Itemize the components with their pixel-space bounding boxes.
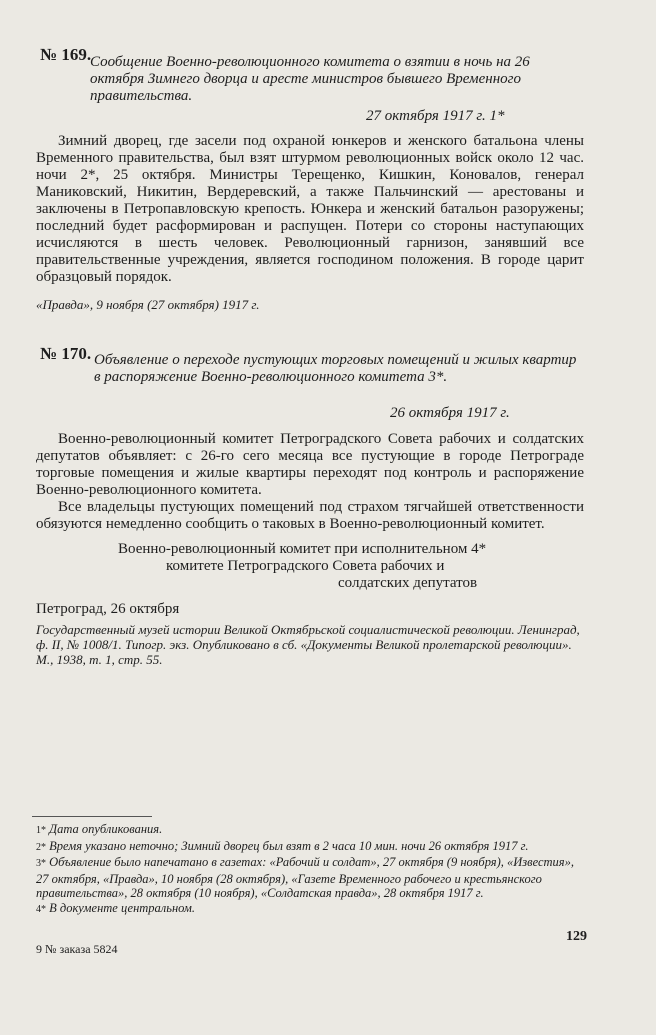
page-number: 129 [566,929,587,944]
doc169-number: № 169. [40,45,92,64]
doc170-signature [118,541,558,592]
doc170-body [36,431,584,533]
footnote-1-mark: 1* [36,825,46,836]
signature-line-2: комитете Петроградского Совета рабочих и [166,558,445,574]
footnote-3-mark: 3* [36,858,46,869]
footnote-4 [36,901,584,918]
signature-line-1: Военно-революционный комитет при исполнительном 4* [118,541,487,557]
doc169-source: «Правда», 9 ноября (27 октября) 1917 г. [36,297,260,312]
doc170-place-date: Петроград, 26 октября [36,601,180,617]
signature-line-3: солдатских депутатов [338,575,478,591]
doc169-title: Сообщение Военно-революционного комитета о взятии в ночь на 26 октября Зимнего дворца и аресте министров бывшего Временного правительства. [90,54,530,104]
footnote-1 [36,822,584,839]
doc169-date: 27 октября 1917 г. 1* [366,108,505,124]
footer-order-number: 9 № заказа 5824 [36,942,118,956]
doc170-paragraph-1: Военно-революционный комитет Петроградского Совета рабочих и солдатских депутатов объявляет: с 26-го сего месяца все пустующие в городе Петрограде торговые помещения и жилые квартиры переходят под контроль и распоряжение Военно-революционного комитета. [36,431,584,498]
footnote-4-text: В документе центральном. [49,900,196,915]
footnote-2-text: Время указано неточно; Зимний дворец был взят в 2 часа 10 мин. ночи 26 октября 1917 г. [49,838,529,853]
footnote-2 [36,839,584,856]
doc170-archive: Государственный музей истории Великой Октябрьской социалистической революции. Ленинград, ф. II, № 1008/1. Типогр. экз. Опубликовано в сб. «Документы Великой пролетарской революции». М., 1938, т. 1, стр. 55. [36,622,580,667]
footnotes [36,822,584,917]
footnote-separator [32,816,152,817]
doc170-number: № 170. [40,344,92,363]
doc170-title: Объявление о переходе пустующих торговых помещений и жилых квартир в распоряжение Военно-революционного комитета 3*. [94,352,577,385]
doc169-body [36,133,584,286]
doc169-paragraph: Зимний дворец, где засели под охраной юнкеров и женского батальона члены Временного правительства, был взят штурмом революционных войск около 12 час. ночи 2*, 25 октября. Министры Терещенко, Кишкин, Коновалов, генерал Маниковский, Никитин, Вердеревский, а также Пальчинский — арестованы и заключены в Петропавловскую крепость. Юнкера и женский батальон разоружены; последний будет расформирован и распущен. Потери со стороны наступающих исчисляются в шесть человек. Революционный гарнизон, занявший все правительственные учреждения, является господином положения. В городе царит образцовый порядок. [36,133,584,285]
doc170-paragraph-2: Все владельцы пустующих помещений под страхом тягчайшей ответственности обязуются немедленно сообщить о таковых в Военно-революционный комитет. [36,499,584,532]
footnote-1-text: Дата опубликования. [49,822,163,836]
footnote-3 [36,855,584,901]
doc170-date: 26 октября 1917 г. [390,405,510,421]
footnote-2-mark: 2* [36,841,46,853]
footnote-3-text: Объявление было напечатано в газетах: «Рабочий и солдат», 27 октября (9 ноября), «Известия», 27 октября, «Правда», 10 ноября (28 октября), «Газете Временного рабочего и крестьянского правительства», 28 октября (10 ноября), «Солдатская правда», 28 октября 1917 г. [36,855,574,900]
footnote-4-mark: 4* [36,903,46,915]
